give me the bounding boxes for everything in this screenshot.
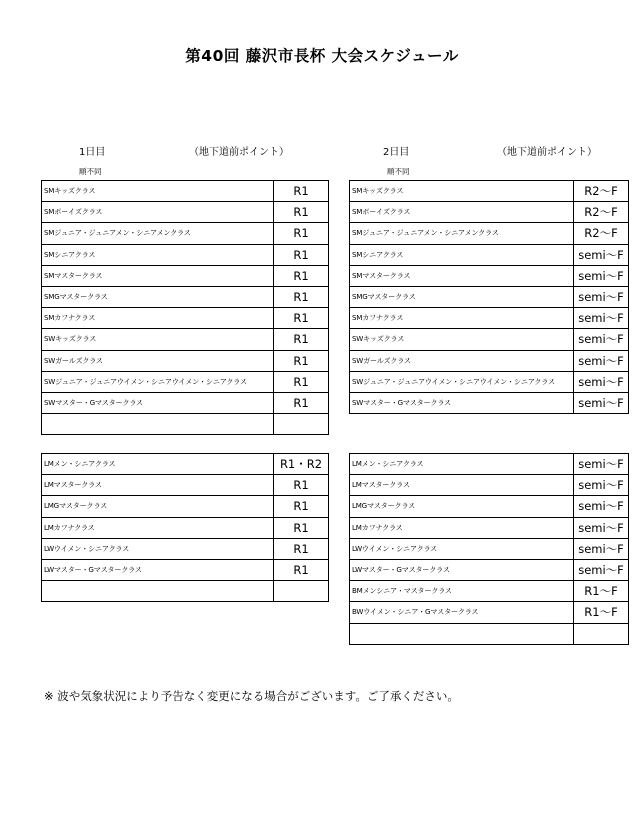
round-cell: R1 (274, 517, 329, 538)
table-row (42, 371, 329, 392)
class-name-cell: BMメンシニア・マスタークラス (350, 581, 574, 602)
class-name-cell: SMシニアクラス (350, 244, 574, 265)
table-row (42, 265, 329, 286)
table-row (350, 623, 629, 644)
table-row (350, 223, 629, 244)
round-cell: R1 (274, 475, 329, 496)
class-name-cell: LWマスター・Gマスタークラス (42, 559, 274, 580)
class-name-cell: LMGマスタークラス (350, 496, 574, 517)
class-name-cell: SMボーイズクラス (42, 202, 274, 223)
class-name-cell: SMマスタークラス (350, 265, 574, 286)
table-row (350, 581, 629, 602)
class-name-cell: SMカフナクラス (42, 308, 274, 329)
table-row (350, 496, 629, 517)
round-cell: semi～F (574, 559, 629, 580)
page-title: 第40回 藤沢市長杯 大会スケジュール (185, 47, 459, 65)
class-name-cell: SWジュニア・ジュニアウイメン・シニアウイメン・シニアクラス (350, 371, 574, 392)
round-cell: R1・R2 (274, 454, 329, 475)
table-row (350, 244, 629, 265)
class-name-cell: LWウイメン・シニアクラス (42, 538, 274, 559)
round-cell: semi～F (574, 517, 629, 538)
table-row (42, 496, 329, 517)
class-name-cell: LMメン・シニアクラス (350, 454, 574, 475)
class-name-cell: SMボーイズクラス (350, 202, 574, 223)
round-cell: semi～F (574, 329, 629, 350)
table-row (350, 392, 629, 413)
round-cell: R1 (274, 181, 329, 202)
round-cell: R1 (274, 538, 329, 559)
class-name-cell: SWマスター・Gマスタークラス (350, 392, 574, 413)
class-name-cell: SMキッズクラス (350, 181, 574, 202)
class-name-cell: SWガールズクラス (350, 350, 574, 371)
round-cell: R1 (274, 286, 329, 307)
table-row (350, 454, 629, 475)
table-row (350, 202, 629, 223)
table-row (350, 538, 629, 559)
table-row (42, 244, 329, 265)
day1-long-board-table (41, 453, 329, 602)
class-name-cell: SMGマスタークラス (42, 286, 274, 307)
table-row (350, 350, 629, 371)
class-name-cell: LMカフナクラス (350, 517, 574, 538)
day2-order-note: 順不同 (387, 167, 410, 176)
class-name-cell (42, 414, 274, 435)
table-row (350, 559, 629, 580)
table-row (350, 371, 629, 392)
table-row (42, 392, 329, 413)
round-cell: semi～F (574, 475, 629, 496)
round-cell: semi～F (574, 244, 629, 265)
table-row (42, 454, 329, 475)
day2-short-board-table (349, 180, 629, 414)
class-name-cell: SMカフナクラス (350, 308, 574, 329)
table-row (350, 265, 629, 286)
class-name-cell: SWキッズクラス (350, 329, 574, 350)
round-cell: semi～F (574, 350, 629, 371)
day1-short-board-table (41, 180, 329, 435)
day1-label: 1日目 (79, 147, 106, 158)
day2-location: （地下道前ポイント） (497, 147, 597, 158)
round-cell: semi～F (574, 538, 629, 559)
class-name-cell: LMメン・シニアクラス (42, 454, 274, 475)
round-cell: semi～F (574, 392, 629, 413)
table-row (350, 286, 629, 307)
round-cell: R2～F (574, 181, 629, 202)
table-row (42, 538, 329, 559)
table-row (42, 559, 329, 580)
class-name-cell: LMカフナクラス (42, 517, 274, 538)
round-cell (274, 414, 329, 435)
class-name-cell: SWジュニア・ジュニアウイメン・シニアウイメン・シニアクラス (42, 371, 274, 392)
round-cell (574, 623, 629, 644)
class-name-cell: SMジュニア・ジュニアメン・シニアメンクラス (350, 223, 574, 244)
class-name-cell: BWウイメン・シニア・Gマスタークラス (350, 602, 574, 623)
table-row (350, 475, 629, 496)
round-cell: R1 (274, 329, 329, 350)
round-cell: R1～F (574, 602, 629, 623)
class-name-cell (42, 581, 274, 602)
class-name-cell: LMGマスタークラス (42, 496, 274, 517)
class-name-cell: SWキッズクラス (42, 329, 274, 350)
day1-location: （地下道前ポイント） (189, 147, 289, 158)
table-row (350, 602, 629, 623)
table-row (350, 517, 629, 538)
class-name-cell (350, 623, 574, 644)
round-cell: semi～F (574, 286, 629, 307)
class-name-cell: LWウイメン・シニアクラス (350, 538, 574, 559)
round-cell: R1 (274, 371, 329, 392)
round-cell: R2～F (574, 202, 629, 223)
round-cell: R1 (274, 559, 329, 580)
class-name-cell: LWマスター・Gマスタークラス (350, 559, 574, 580)
table-row (42, 223, 329, 244)
table-row (42, 475, 329, 496)
class-name-cell: SWガールズクラス (42, 350, 274, 371)
day2-label: 2日目 (383, 147, 410, 158)
round-cell: R1 (274, 265, 329, 286)
class-name-cell: SMジュニア・ジュニアメン・シニアメンクラス (42, 223, 274, 244)
table-row (42, 350, 329, 371)
round-cell: R1 (274, 392, 329, 413)
table-row (350, 329, 629, 350)
table-row (42, 202, 329, 223)
disclaimer-note: ※ 波や気象状況により予告なく変更になる場合がございます。ご了承ください。 (44, 689, 459, 703)
table-row (42, 181, 329, 202)
class-name-cell: SMGマスタークラス (350, 286, 574, 307)
round-cell: R1 (274, 244, 329, 265)
class-name-cell: SMキッズクラス (42, 181, 274, 202)
table-row (42, 286, 329, 307)
class-name-cell: SMマスタークラス (42, 265, 274, 286)
round-cell: R1～F (574, 581, 629, 602)
table-row (42, 329, 329, 350)
round-cell: R1 (274, 308, 329, 329)
class-name-cell: SMシニアクラス (42, 244, 274, 265)
round-cell: R1 (274, 496, 329, 517)
table-row (350, 308, 629, 329)
day2-long-board-table (349, 453, 629, 645)
round-cell: R2～F (574, 223, 629, 244)
class-name-cell: SWマスター・Gマスタークラス (42, 392, 274, 413)
table-row (42, 414, 329, 435)
round-cell: semi～F (574, 371, 629, 392)
round-cell: semi～F (574, 454, 629, 475)
round-cell: R1 (274, 223, 329, 244)
table-row (350, 181, 629, 202)
round-cell: semi～F (574, 308, 629, 329)
round-cell: R1 (274, 350, 329, 371)
round-cell: R1 (274, 202, 329, 223)
day1-order-note: 順不同 (79, 167, 102, 176)
round-cell: semi～F (574, 496, 629, 517)
round-cell (274, 581, 329, 602)
table-row (42, 308, 329, 329)
round-cell: semi～F (574, 265, 629, 286)
table-row (42, 581, 329, 602)
class-name-cell: LMマスタークラス (42, 475, 274, 496)
class-name-cell: LMマスタークラス (350, 475, 574, 496)
table-row (42, 517, 329, 538)
